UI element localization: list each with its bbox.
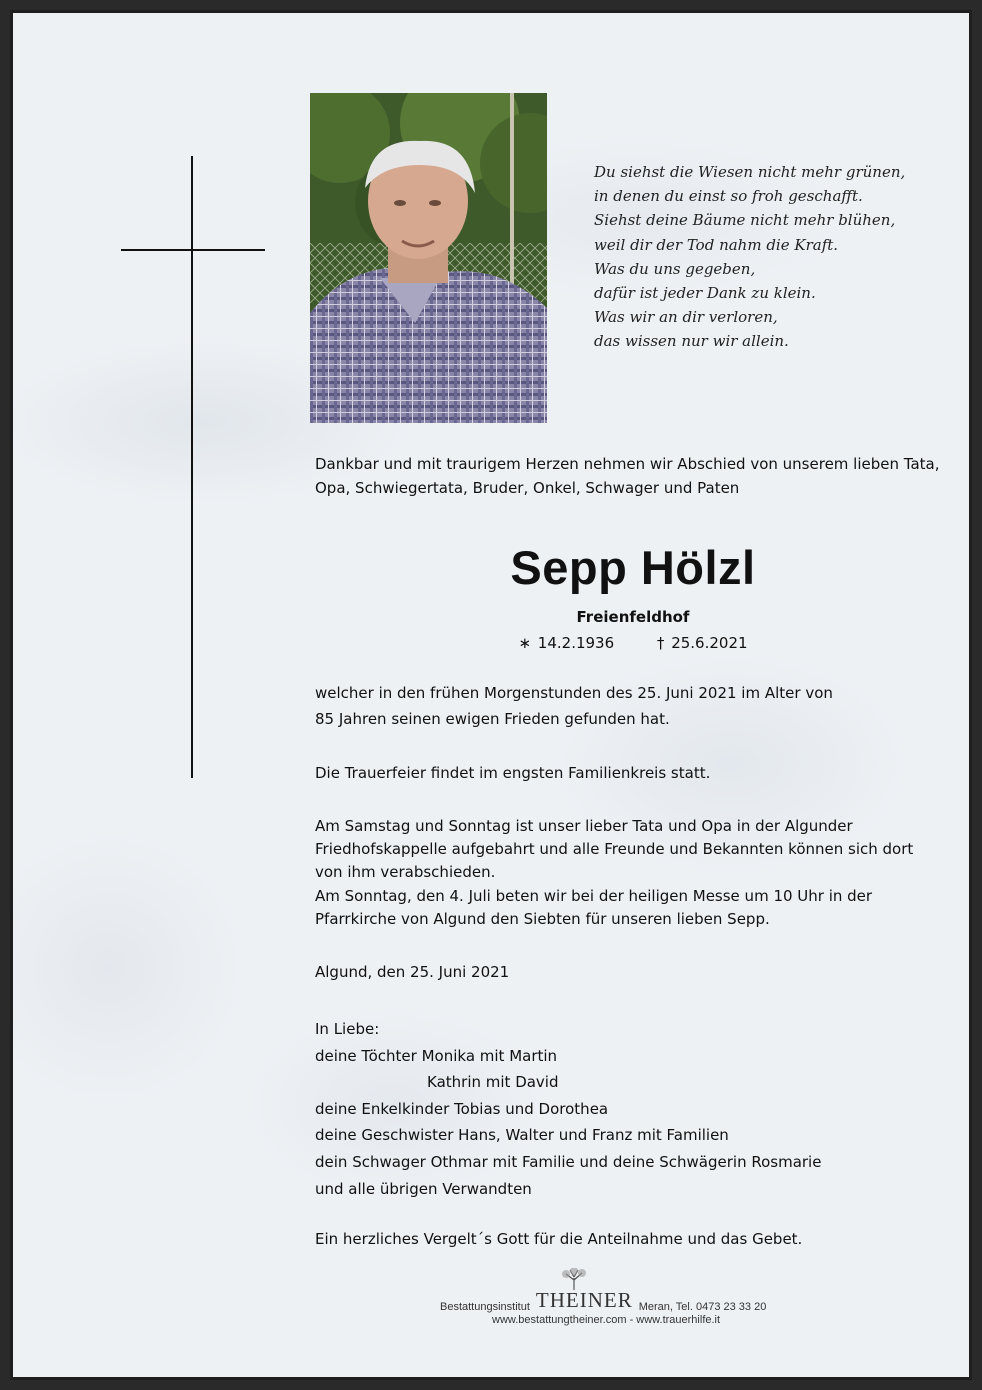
birth-date: ∗ 14.2.1936 (518, 634, 615, 652)
thanks-text: Ein herzliches Vergelt´s Gott für die Anteilnahme und das Gebet. (315, 1230, 803, 1248)
intro-line: Opa, Schwiegertata, Bruder, Onkel, Schwager und Paten (315, 479, 740, 497)
passing-line: 85 Jahren seinen ewigen Frieden gefunden hat. (315, 710, 670, 728)
footer-contact: Meran, Tel. 0473 23 33 20 (638, 1301, 767, 1313)
brand-name: THEINER (535, 1288, 633, 1312)
viewing-line: Am Sonntag, den 4. Juli beten wir bei der heiligen Messe um 10 Uhr in der (315, 886, 873, 905)
footer-prefix: Bestattungsinstitut (440, 1301, 530, 1313)
viewing-line: Am Samstag und Sonntag ist unser lieber Tata und Opa in der Algunder (315, 817, 853, 835)
poem-line: dafür ist jeder Dank zu klein. (594, 284, 816, 303)
poem (594, 160, 905, 354)
death-date: † 25.6.2021 (656, 634, 748, 652)
passing-text (315, 680, 955, 732)
poem-line: in denen du einst so froh geschafft. (594, 187, 863, 206)
poem-line: weil dir der Tod nahm die Kraft. (594, 235, 839, 254)
tree-icon (556, 1268, 592, 1290)
mourners-heading: In Liebe: (315, 1020, 380, 1038)
poem-line: Du siehst die Wiesen nicht mehr grünen, (594, 163, 906, 181)
viewing-line: von ihm verabschieden. (315, 863, 496, 882)
poem-line: Siehst deine Bäume nicht mehr blühen, (594, 211, 896, 230)
funeral-home-logo (536, 1288, 633, 1313)
intro-line: Dankbar und mit traurigem Herzen nehmen wir Abschied von unserem lieben Tata, (315, 455, 940, 473)
mourner-line: deine Töchter Monika mit Martin (315, 1046, 558, 1065)
mourner-line: und alle übrigen Verwandten (315, 1179, 532, 1198)
ceremony-text: Die Trauerfeier findet im engsten Familienkreis statt. (315, 764, 711, 782)
footer-websites[interactable]: www.bestattungtheiner.com - www.trauerhilfe.it (492, 1314, 721, 1326)
viewing-text (315, 815, 955, 931)
farm-name: Freienfeldhof (576, 608, 690, 626)
mourner-line: Kathrin mit David (427, 1073, 559, 1092)
viewing-line: Friedhofskappelle aufgebahrt und alle Freunde und Bekannten können sich dort (315, 840, 914, 859)
mourner-line: dein Schwager Othmar mit Familie und deine Schwägerin Rosmarie (315, 1152, 822, 1171)
passing-line: welcher in den frühen Morgenstunden des 25. Juni 2021 im Alter von (315, 684, 833, 702)
intro-text (315, 452, 955, 500)
mourner-line: deine Geschwister Hans, Walter und Franz mit Familien (315, 1126, 729, 1145)
mourners-list (315, 1016, 955, 1202)
mourner-line: deine Enkelkinder Tobias und Dorothea (315, 1099, 609, 1118)
poem-line: Was wir an dir verloren, (594, 308, 778, 327)
funeral-home-footer (440, 1288, 840, 1326)
place-date: Algund, den 25. Juni 2021 (315, 963, 510, 981)
cross-icon-horizontal (121, 249, 265, 251)
poem-line: das wissen nur wir allein. (594, 332, 789, 351)
deceased-name: Sepp Hölzl (510, 541, 756, 594)
portrait-photo (310, 93, 547, 423)
poem-line: Was du uns gegeben, (594, 259, 756, 278)
life-dates (300, 634, 966, 652)
viewing-line: Pfarrkirche von Algund den Siebten für unseren lieben Sepp. (315, 909, 770, 928)
